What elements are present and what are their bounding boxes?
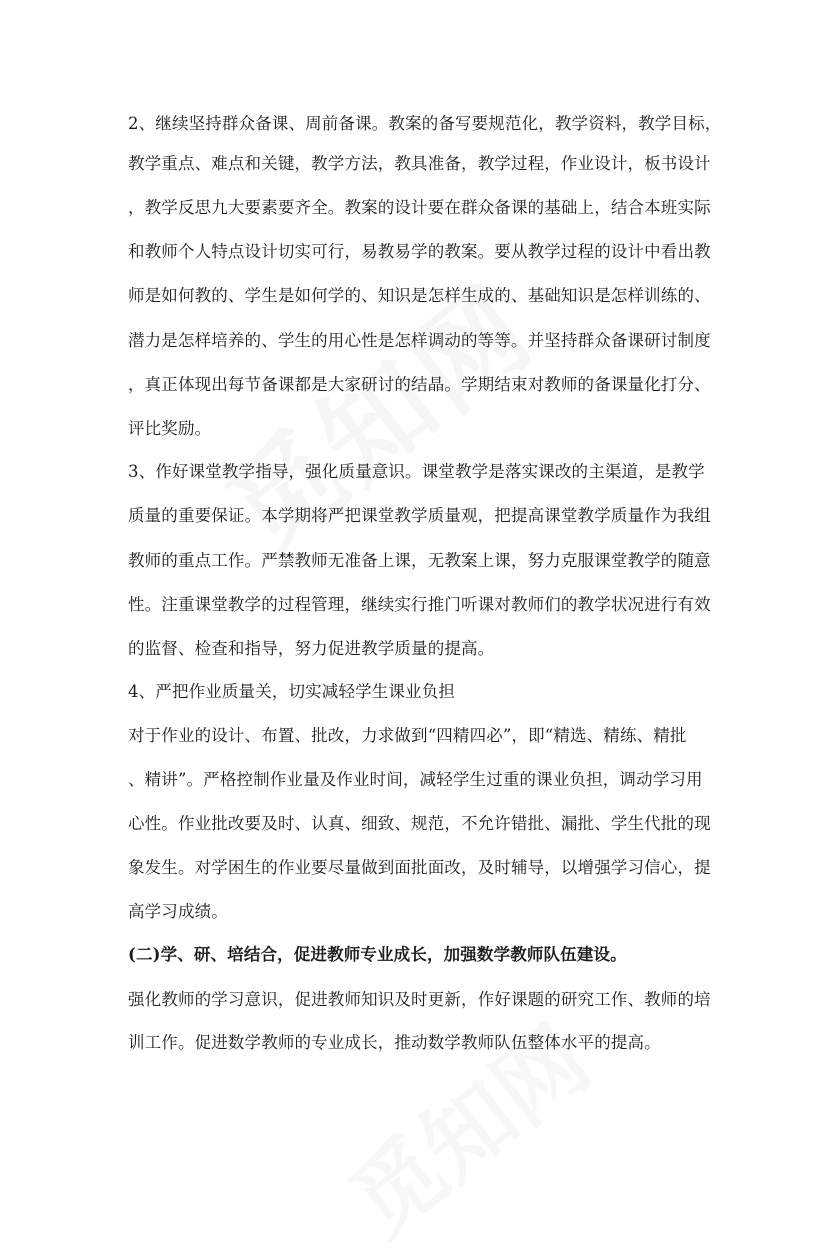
paragraph-line: 评比奖励。 <box>128 419 212 438</box>
paragraph-line: 训工作。促进数学教师的专业成长，推动数学教师队伍整体水平的提高。 <box>128 1033 661 1052</box>
paragraph-line: 2、继续坚持群众备课、周前备课。教案的备写要规范化，教学资料，教学目标， <box>128 114 722 133</box>
paragraph-line: 和教师个人特点设计切实可行，易教易学的教案。要从教学过程的设计中看出教 <box>128 242 711 261</box>
paragraph-line: 教学重点、难点和关键，教学方法，教具准备，教学过程，作业设计，板书设计 <box>128 154 711 173</box>
paragraph-line: 性。注重课堂教学的过程管理，继续实行推门听课对教师们的教学状况进行有效 <box>128 595 711 614</box>
section-heading: (二)学、研、培结合，促进教师专业成长，加强数学教师队伍建设。 <box>128 945 627 964</box>
paragraph-line: 、精讲”。严格控制作业量及作业时间，减轻学生过重的课业负担，调动学习用 <box>128 770 703 789</box>
paragraph-line: 3、作好课堂教学指导，强化质量意识。课堂教学是落实课改的主渠道，是教学 <box>128 462 705 481</box>
paragraph-line: 4、严把作业质量关，切实减轻学生课业负担 <box>128 682 455 701</box>
paragraph-line: 师是如何教的、学生是如何学的、知识是怎样生成的、基础知识是怎样训练的、 <box>128 286 711 305</box>
paragraph-line: 强化教师的学习意识，促进教师知识及时更新，作好课题的研究工作、教师的培 <box>128 990 711 1009</box>
paragraph-line: 的监督、检查和指导，努力促进教学质量的提高。 <box>128 639 495 658</box>
paragraph-line: 象发生。对学困生的作业要尽量做到面批面改，及时辅导，以增强学习信心，提 <box>128 858 711 877</box>
paragraph-line: 心性。作业批改要及时、认真、细致、规范，不允许错批、漏批、学生代批的现 <box>128 814 711 833</box>
paragraph-line: 潜力是怎样培养的、学生的用心性是怎样调动的等等。并坚持群众备课研讨制度 <box>128 331 711 350</box>
paragraph-line: 高学习成绩。 <box>128 902 228 921</box>
paragraph-line: ，教学反思九大要素要齐全。教案的设计要在群众备课的基础上，结合本班实际 <box>128 198 711 217</box>
paragraph-line: 对于作业的设计、布置、批改，力求做到“四精四必”，即“精选、精练、精批 <box>128 726 687 745</box>
paragraph-line: ，真正体现出每节备课都是大家研讨的结晶。学期结束对教师的备课量化打分、 <box>128 375 711 394</box>
paragraph-line: 质量的重要保证。本学期将严把课堂教学质量观，把提高课堂教学质量作为我组 <box>128 506 711 525</box>
watermark-logo-lower <box>319 991 612 1259</box>
paragraph-line: 教师的重点工作。严禁教师无准备上课，无教案上课，努力克服课堂教学的随意 <box>128 551 711 570</box>
